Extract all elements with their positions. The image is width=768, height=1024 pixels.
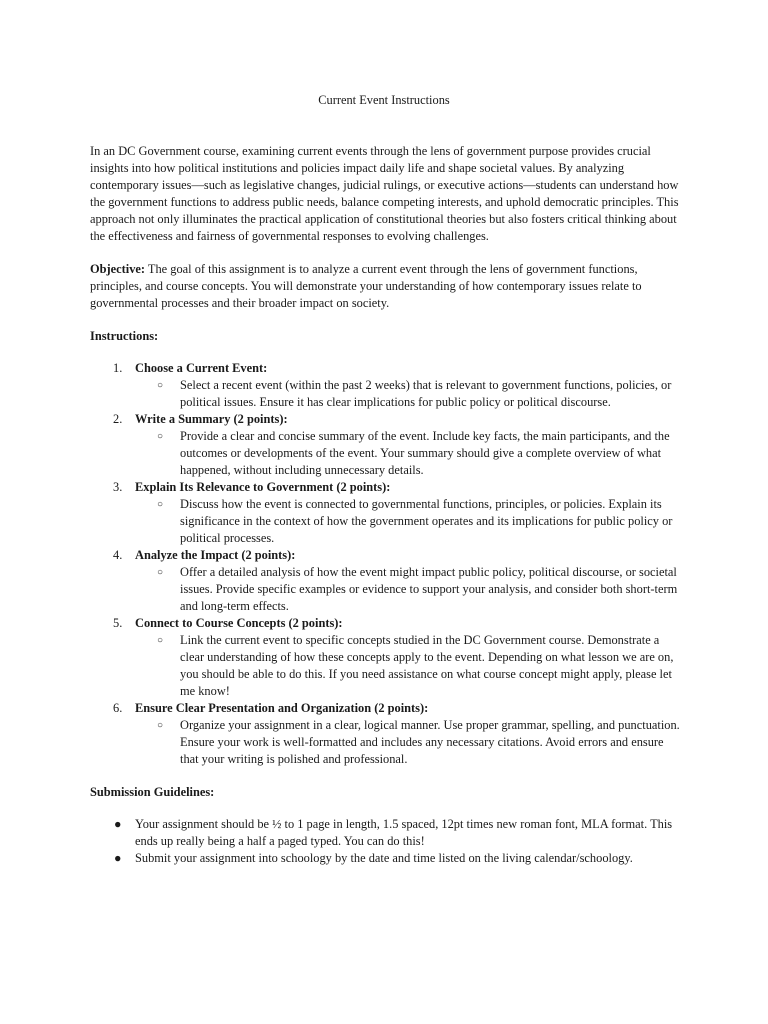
- hollow-bullet-icon: ○: [157, 567, 164, 578]
- instruction-step: [90, 411, 680, 479]
- instructions-heading: Instructions:: [90, 329, 159, 343]
- guideline-text: Submit your assignment into schoology by the date and time listed on the living calendar/schoology.: [135, 851, 633, 865]
- step-detail-list: [135, 717, 680, 768]
- hollow-bullet-icon: ○: [157, 380, 164, 391]
- instruction-step: [90, 479, 680, 547]
- document-title: Current Event Instructions: [318, 93, 450, 107]
- instruction-steps-list: [90, 360, 680, 768]
- step-number: 1.: [113, 361, 123, 375]
- step-title: Analyze the Impact (2 points):: [135, 548, 296, 562]
- intro-paragraph: In an DC Government course, examining current events through the lens of government purpose provides crucial insights into how political institutions and policies impact daily life and shape societal values. By analyzing contemporary issues—such as legislative changes, judicial rulings, or executive actions—students can understand how the government functions to address public needs, balance competing interests, and uphold democratic principles. This approach not only illuminates the practical application of constitutional theories but also fosters critical thinking about the effectiveness and fairness of governmental responses to evolving challenges.: [90, 144, 679, 243]
- step-detail-list: [135, 428, 680, 479]
- guideline-item: [90, 850, 680, 867]
- document-body: [90, 143, 680, 867]
- step-detail-list: [135, 377, 680, 411]
- step-title: Connect to Course Concepts (2 points):: [135, 616, 343, 630]
- instruction-step: [90, 547, 680, 615]
- step-detail-text: Discuss how the event is connected to governmental functions, principles, or policies. Explain its significance in the context of how the government operates and its implications for public policy or political processes.: [180, 497, 673, 545]
- step-number: 2.: [113, 412, 123, 426]
- step-detail-list: [135, 496, 680, 547]
- step-detail: [135, 632, 680, 700]
- step-detail: [135, 428, 680, 479]
- step-detail: [135, 377, 680, 411]
- step-detail: [135, 717, 680, 768]
- instruction-step: [90, 360, 680, 411]
- hollow-bullet-icon: ○: [157, 635, 164, 646]
- step-detail-text: Organize your assignment in a clear, logical manner. Use proper grammar, spelling, and punctuation. Ensure your work is well-formatted and includes any necessary citations. Avoid errors and ensure that your writing is polished and professional.: [180, 718, 680, 766]
- solid-bullet-icon: ●: [114, 851, 122, 865]
- step-detail-text: Provide a clear and concise summary of the event. Include key facts, the main participants, and the outcomes or developments of the event. Your summary should give a complete overview of what happened, without including unnecessary details.: [180, 429, 670, 477]
- step-detail-list: [135, 564, 680, 615]
- submission-guidelines-list: [90, 816, 680, 867]
- step-detail-list: [135, 632, 680, 700]
- step-detail-text: Link the current event to specific concepts studied in the DC Government course. Demonstrate a clear understanding of how these concepts apply to the event. Depending on what lesson we are on, you should be able to do this. If you need assistance on what course concept might apply, please let me know!: [180, 633, 674, 698]
- objective-text: The goal of this assignment is to analyze a current event through the lens of government functions, principles, and course concepts. You will demonstrate your understanding of how contemporary issues relate to governmental processes and their broader impact on society.: [90, 262, 642, 310]
- step-detail-text: Offer a detailed analysis of how the event might impact public policy, political discourse, or societal issues. Provide specific examples or evidence to support your analysis, and consider both short-term and long-term effects.: [180, 565, 678, 613]
- instruction-step: [90, 615, 680, 700]
- step-detail-text: Select a recent event (within the past 2 weeks) that is relevant to government functions, policies, or political issues. Ensure it has clear implications for public policy or political discourse.: [180, 378, 672, 409]
- step-title: Choose a Current Event:: [135, 361, 268, 375]
- objective-label: Objective:: [90, 262, 146, 276]
- step-number: 3.: [113, 480, 123, 494]
- hollow-bullet-icon: ○: [157, 720, 164, 731]
- guideline-item: [90, 816, 680, 850]
- step-number: 5.: [113, 616, 123, 630]
- step-title: Ensure Clear Presentation and Organization (2 points):: [135, 701, 429, 715]
- instruction-step: [90, 700, 680, 768]
- objective-paragraph: [90, 261, 680, 312]
- step-detail: [135, 564, 680, 615]
- hollow-bullet-icon: ○: [157, 431, 164, 442]
- step-title: Write a Summary (2 points):: [135, 412, 288, 426]
- step-number: 4.: [113, 548, 123, 562]
- step-detail: [135, 496, 680, 547]
- solid-bullet-icon: ●: [114, 817, 122, 831]
- guideline-text: Your assignment should be ½ to 1 page in length, 1.5 spaced, 12pt times new roman font, MLA format. This ends up really being a half a paged typed. You can do this!: [135, 817, 673, 848]
- submission-guidelines-heading: Submission Guidelines:: [90, 785, 215, 799]
- step-title: Explain Its Relevance to Government (2 points):: [135, 480, 391, 494]
- hollow-bullet-icon: ○: [157, 499, 164, 510]
- step-number: 6.: [113, 701, 123, 715]
